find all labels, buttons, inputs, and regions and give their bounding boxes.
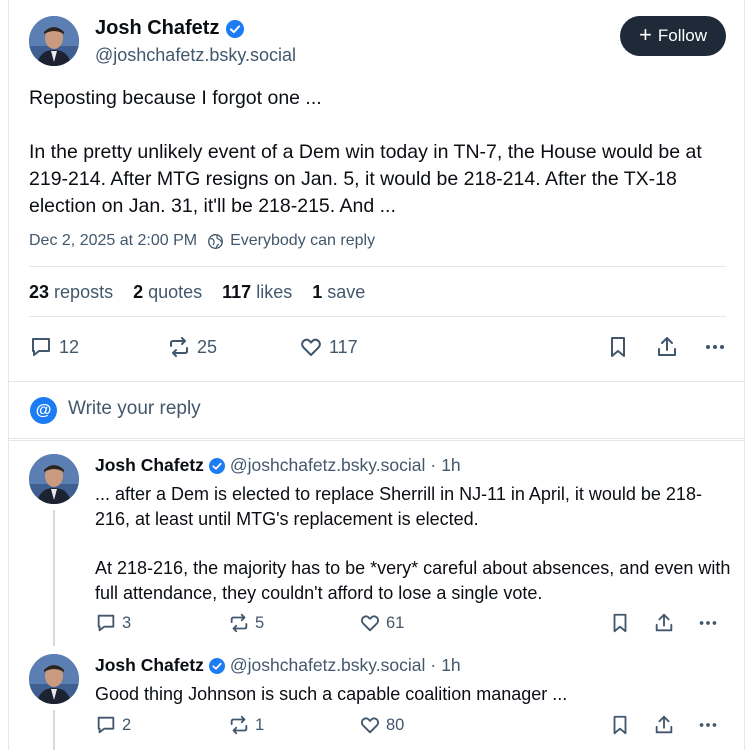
heart-icon bbox=[359, 612, 381, 634]
quotes-stat[interactable] bbox=[133, 282, 202, 303]
repost-icon bbox=[167, 335, 191, 359]
follow-button[interactable] bbox=[620, 16, 726, 56]
earth-icon bbox=[207, 233, 224, 250]
quotes-label: quotes bbox=[148, 282, 203, 302]
reposts-label: reposts bbox=[54, 282, 114, 302]
repost-button[interactable] bbox=[167, 335, 217, 359]
author-photo-icon bbox=[29, 16, 79, 66]
reply-actions bbox=[95, 714, 725, 738]
more-options-button[interactable] bbox=[697, 714, 719, 736]
reply-paragraph: At 218-216, the majority has to be *very* careful about absences, and even with full attendance, they couldn't afford to lose a single vote. bbox=[95, 558, 731, 603]
verified-badge-icon bbox=[226, 20, 244, 38]
bookmark-button[interactable] bbox=[606, 335, 630, 359]
reply-text bbox=[95, 682, 735, 707]
heart-icon bbox=[299, 335, 323, 359]
reply-setting-label: Everybody can reply bbox=[230, 232, 376, 249]
reply-setting[interactable] bbox=[207, 232, 375, 250]
post-actions bbox=[29, 335, 729, 361]
post-stats bbox=[29, 282, 365, 303]
follow-button-label: Follow bbox=[657, 26, 707, 45]
reply-composer[interactable] bbox=[9, 381, 744, 439]
reply-author-handle[interactable]: @joshchafetz.bsky.social bbox=[229, 655, 426, 675]
author-name-text: Josh Chafetz bbox=[95, 17, 220, 39]
verified-badge-icon bbox=[209, 458, 225, 474]
avatar[interactable] bbox=[29, 654, 79, 704]
repost-button[interactable] bbox=[228, 714, 264, 736]
author-name[interactable] bbox=[95, 17, 244, 40]
repost-count: 5 bbox=[255, 613, 265, 632]
reply-header bbox=[95, 455, 461, 476]
reply-text bbox=[95, 482, 735, 606]
reply-header bbox=[95, 655, 461, 676]
comment-icon bbox=[95, 714, 117, 736]
repost-icon bbox=[228, 714, 250, 736]
share-button[interactable] bbox=[653, 714, 675, 736]
thread-line bbox=[53, 710, 55, 750]
divider bbox=[29, 316, 726, 317]
bookmark-icon bbox=[609, 714, 631, 736]
reply-count: 2 bbox=[122, 715, 132, 734]
saves-stat[interactable] bbox=[312, 282, 365, 303]
saves-count: 1 bbox=[312, 282, 323, 302]
reply-button[interactable] bbox=[29, 335, 79, 359]
comment-icon bbox=[95, 612, 117, 634]
likes-label: likes bbox=[256, 282, 293, 302]
repost-count: 25 bbox=[197, 336, 218, 357]
bookmark-icon bbox=[606, 335, 630, 359]
author-handle[interactable]: @joshchafetz.bsky.social bbox=[95, 45, 297, 65]
divider bbox=[9, 440, 744, 441]
likes-stat[interactable] bbox=[222, 282, 292, 303]
reply-post[interactable] bbox=[9, 440, 744, 640]
divider bbox=[29, 266, 726, 267]
avatar[interactable] bbox=[29, 454, 79, 504]
reply-paragraph: ... after a Dem is elected to replace Sherrill in NJ-11 in April, it would be 218-216, at least until MTG's replacement is elected. bbox=[95, 484, 702, 529]
bookmark-icon bbox=[609, 612, 631, 634]
reply-input[interactable]: Write your reply bbox=[68, 398, 201, 419]
main-post bbox=[9, 0, 744, 380]
reposts-stat[interactable] bbox=[29, 282, 113, 303]
page-border-right bbox=[744, 0, 745, 750]
reply-count: 12 bbox=[59, 336, 80, 357]
repost-button[interactable] bbox=[228, 612, 264, 634]
composer-avatar: @ bbox=[30, 397, 57, 424]
likes-count: 117 bbox=[222, 282, 252, 302]
bookmark-button[interactable] bbox=[609, 714, 631, 736]
reply-count: 3 bbox=[122, 613, 132, 632]
ellipsis-icon bbox=[697, 714, 719, 736]
post-paragraph: Reposting because I forgot one ... bbox=[29, 87, 322, 109]
plus-icon: + bbox=[639, 22, 652, 47]
repost-count: 1 bbox=[255, 715, 265, 734]
reply-time[interactable]: 1h bbox=[441, 455, 461, 475]
post-timestamp[interactable]: Dec 2, 2025 at 2:00 PM bbox=[29, 232, 198, 249]
like-count: 117 bbox=[329, 336, 358, 357]
post-meta bbox=[29, 232, 375, 250]
reply-author-handle[interactable]: @joshchafetz.bsky.social bbox=[229, 455, 426, 475]
reply-paragraph: Good thing Johnson is such a capable coalition manager ... bbox=[95, 684, 568, 704]
like-count: 61 bbox=[386, 613, 405, 632]
reposts-count: 23 bbox=[29, 282, 50, 302]
separator-dot: · bbox=[430, 455, 437, 475]
author-photo-icon bbox=[29, 454, 79, 504]
reply-author-name[interactable]: Josh Chafetz bbox=[95, 455, 204, 475]
post-text bbox=[29, 85, 739, 220]
thread-line bbox=[53, 510, 55, 646]
share-icon bbox=[653, 612, 675, 634]
verified-badge-icon bbox=[209, 658, 225, 674]
reply-button[interactable] bbox=[95, 714, 131, 736]
heart-icon bbox=[359, 714, 381, 736]
share-button[interactable] bbox=[655, 335, 679, 359]
bookmark-button[interactable] bbox=[609, 612, 631, 634]
reply-time[interactable]: 1h bbox=[441, 655, 461, 675]
ellipsis-icon bbox=[703, 335, 727, 359]
comment-icon bbox=[29, 335, 53, 359]
reply-actions bbox=[95, 612, 725, 636]
more-options-button[interactable] bbox=[697, 612, 719, 634]
post-paragraph: In the pretty unlikely event of a Dem win today in TN-7, the House would be at 219-214. After MTG resigns on Jan. 5, it would be 218-214. After the TX-18 election on Jan. 31, it'll be 218-215. And ... bbox=[29, 141, 702, 217]
author-photo-icon bbox=[29, 654, 79, 704]
share-icon bbox=[655, 335, 679, 359]
reply-author-name[interactable]: Josh Chafetz bbox=[95, 655, 204, 675]
more-options-button[interactable] bbox=[703, 335, 727, 359]
reply-post[interactable] bbox=[9, 640, 744, 750]
ellipsis-icon bbox=[697, 612, 719, 634]
quotes-count: 2 bbox=[133, 282, 144, 302]
like-count: 80 bbox=[386, 715, 405, 734]
share-icon bbox=[653, 714, 675, 736]
like-button[interactable] bbox=[299, 335, 358, 359]
share-button[interactable] bbox=[653, 612, 675, 634]
separator-dot: · bbox=[430, 655, 437, 675]
saves-label: save bbox=[327, 282, 366, 302]
like-button[interactable] bbox=[359, 612, 404, 634]
reply-button[interactable] bbox=[95, 612, 131, 634]
avatar[interactable] bbox=[29, 16, 79, 66]
like-button[interactable] bbox=[359, 714, 404, 736]
repost-icon bbox=[228, 612, 250, 634]
